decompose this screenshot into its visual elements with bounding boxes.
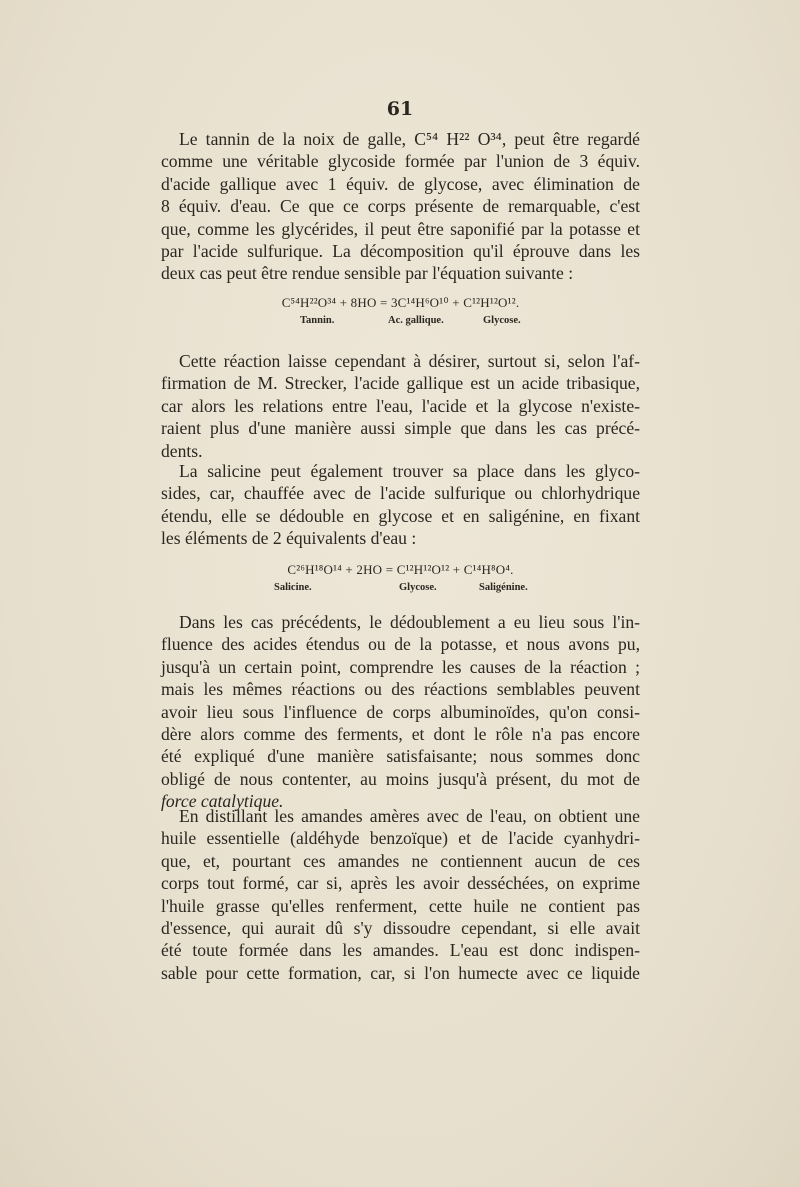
paragraph-salicine [161,460,640,550]
text-line: sable pour cette formation, car, si l'on humecte avec ce liquide [161,962,640,983]
equation-label: Ac. gallique. [388,315,444,326]
text-line: dents. [161,440,203,461]
equation-label: Tannin. [300,315,335,326]
text-line: raient plus d'une manière aussi simple que dans les cas précé- [161,418,640,439]
paragraph-ferments [161,611,640,813]
text-line: jusqu'à un certain point, comprendre les causes de la réaction ; [161,656,640,677]
text-line: par l'acide sulfurique. La décomposition qu'il éprouve dans les [161,241,640,262]
text-line: été expliqué d'une manière satisfaisante; nous sommes donc [161,746,640,767]
equation-label: Saligénine. [479,582,528,593]
equation-formula: C²⁶H¹⁸O¹⁴ + 2HO = C¹²H¹²O¹² + C¹⁴H⁸O⁴. [287,562,514,577]
text-line: car alors les relations entre l'eau, l'acide et la glycose n'existe- [161,395,640,416]
text-line: d'acide gallique avec 1 équiv. de glycose, avec élimination de [161,173,640,194]
text-line: sides, car, chauffée avec de l'acide sulfurique ou chlorhydrique [161,483,640,504]
text-line: été toute formée dans les amandes. L'eau est donc indispen- [161,940,640,961]
text-line: La salicine peut également trouver sa place dans les glyco- [179,461,640,481]
text-line: corps tout formé, car si, après les avoir desséchées, on exprime [161,873,640,894]
text-line: Dans les cas précédents, le dédoublement a eu lieu sous l'in- [179,612,640,632]
text-line: les éléments de 2 équivalents d'eau : [161,528,417,549]
text-line: dère alors comme des ferments, et dont le rôle n'a pas encore [161,724,640,745]
text-line: fluence des acides étendus ou de la potasse, et nous avons pu, [161,634,640,655]
text-line: firmation de M. Strecker, l'acide gallique est un acide tribasique, [161,373,640,394]
equation-formula: C⁵⁴H²²O³⁴ + 8HO = 3C¹⁴H⁶O¹⁰ + C¹²H¹²O¹². [281,295,520,310]
text-line: avoir lieu sous l'influence de corps albuminoïdes, qu'on consi- [161,701,640,722]
page-number: 61 [386,98,414,120]
text-line: force catalytique. [161,791,284,812]
paragraph-amandes [161,805,640,984]
text-line: obligé de nous contenter, au moins jusqu'à présent, du mot de [161,768,640,789]
paragraph-strecker [161,350,640,462]
equation-salicine [161,562,640,598]
equation-label: Salicine. [274,582,312,593]
text-line: étendu, elle se dédouble en glycose et en saligénine, en fixant [161,505,640,526]
paragraph-tannin [161,128,640,285]
text-line: 8 équiv. d'eau. Ce que ce corps présente de remarquable, c'est [161,196,640,217]
text-line: que, comme les glycérides, il peut être saponifié par la potasse et [161,218,640,239]
text-line: deux cas peut être rendue sensible par l'équation suivante : [161,263,574,284]
text-line: comme une véritable glycoside formée par l'union de 3 équiv. [161,151,640,172]
text-line: d'essence, qui aurait dû s'y dissoudre cependant, si elle avait [161,918,640,939]
equation-tannin [161,295,640,331]
text-line: Cette réaction laisse cependant à désirer, surtout si, selon l'af- [179,351,640,371]
equation-labels [161,582,640,598]
text-line: l'huile grasse qu'elles renferment, cette huile ne contient pas [161,895,640,916]
text-line: En distillant les amandes amères avec de l'eau, on obtient une [179,806,640,826]
text-line: Le tannin de la noix de galle, C⁵⁴ H²² O³⁴, peut être regardé [179,129,640,149]
equation-label: Glycose. [483,315,521,326]
text-line: que, et, pourtant ces amandes ne contiennent aucun de ces [161,850,640,871]
equation-label: Glycose. [399,582,437,593]
text-line: mais les mêmes réactions ou des réactions semblables peuvent [161,679,640,700]
equation-labels [161,315,640,331]
text-line: huile essentielle (aldéhyde benzoïque) et de l'acide cyanhydri- [161,828,640,849]
